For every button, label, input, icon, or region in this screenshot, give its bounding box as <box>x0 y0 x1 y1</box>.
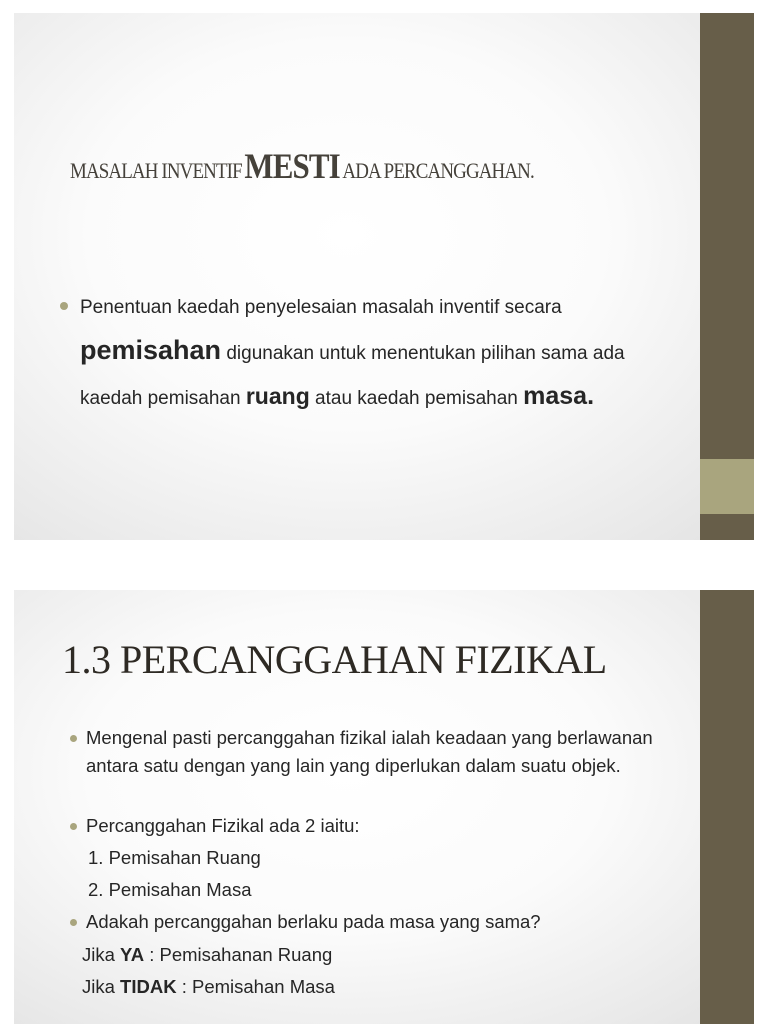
answer-tidak-prefix: Jika <box>82 976 115 997</box>
bullet-dot <box>60 302 68 310</box>
emphasis-ruang: ruang <box>245 383 310 409</box>
title-part-2: MESTI <box>244 146 340 186</box>
slide-1 <box>14 13 754 540</box>
answer-ya <box>82 941 332 969</box>
slide-2-bullet-3 <box>86 908 686 936</box>
bullet-dot <box>70 823 77 830</box>
slide-1-sidebar-accent <box>700 459 754 514</box>
bullet-dot <box>70 735 77 742</box>
answer-tidak-rest: : Pemisahan Masa <box>181 976 335 997</box>
bullet-1-text: Mengenal pasti percanggahan fizikal ialah keadaan yang berlawanan antara satu dengan yang lain yang diperlukan dalam suatu objek. <box>86 727 653 776</box>
slide-2 <box>14 590 754 1024</box>
emphasis-masa: masa. <box>523 382 595 410</box>
slide-2-bullet-1 <box>86 724 686 780</box>
slide-2-title: 1.3 PERCANGGAHAN FIZIKAL <box>62 637 607 682</box>
answer-tidak-bold: TIDAK <box>120 976 177 997</box>
bullet-2-text: Percanggahan Fizikal ada 2 iaitu: <box>86 815 360 836</box>
emphasis-pemisahan: pemisahan <box>80 335 222 365</box>
sub-item-1: 1. Pemisahan Ruang <box>88 847 261 868</box>
answer-ya-rest: : Pemisahanan Ruang <box>149 944 333 965</box>
sub-item-2: 2. Pemisahan Masa <box>88 879 252 900</box>
bullet-3-text: Adakah percanggahan berlaku pada masa yang sama? <box>86 911 541 932</box>
answer-ya-prefix: Jika <box>82 944 115 965</box>
slide-1-title <box>70 145 603 187</box>
answer-tidak <box>82 973 335 1001</box>
bullet-text-2: digunakan untuk menentukan pilihan sama ada kaedah pemisahan <box>80 343 625 409</box>
slide-1-bullet-text <box>80 287 660 420</box>
slide-2-bullet-2 <box>86 812 686 840</box>
slide-2-sidebar <box>700 590 754 1024</box>
title-part-1: MASALAH INVENTIF <box>70 158 242 183</box>
bullet-text-1: Penentuan kaedah penyelesaian masalah inventif secara <box>80 297 562 318</box>
bullet-text-3: atau kaedah pemisahan <box>315 388 518 409</box>
title-part-3: ADA PERCANGGAHAN. <box>342 158 534 183</box>
bullet-dot <box>70 919 77 926</box>
answer-ya-bold: YA <box>120 944 145 965</box>
